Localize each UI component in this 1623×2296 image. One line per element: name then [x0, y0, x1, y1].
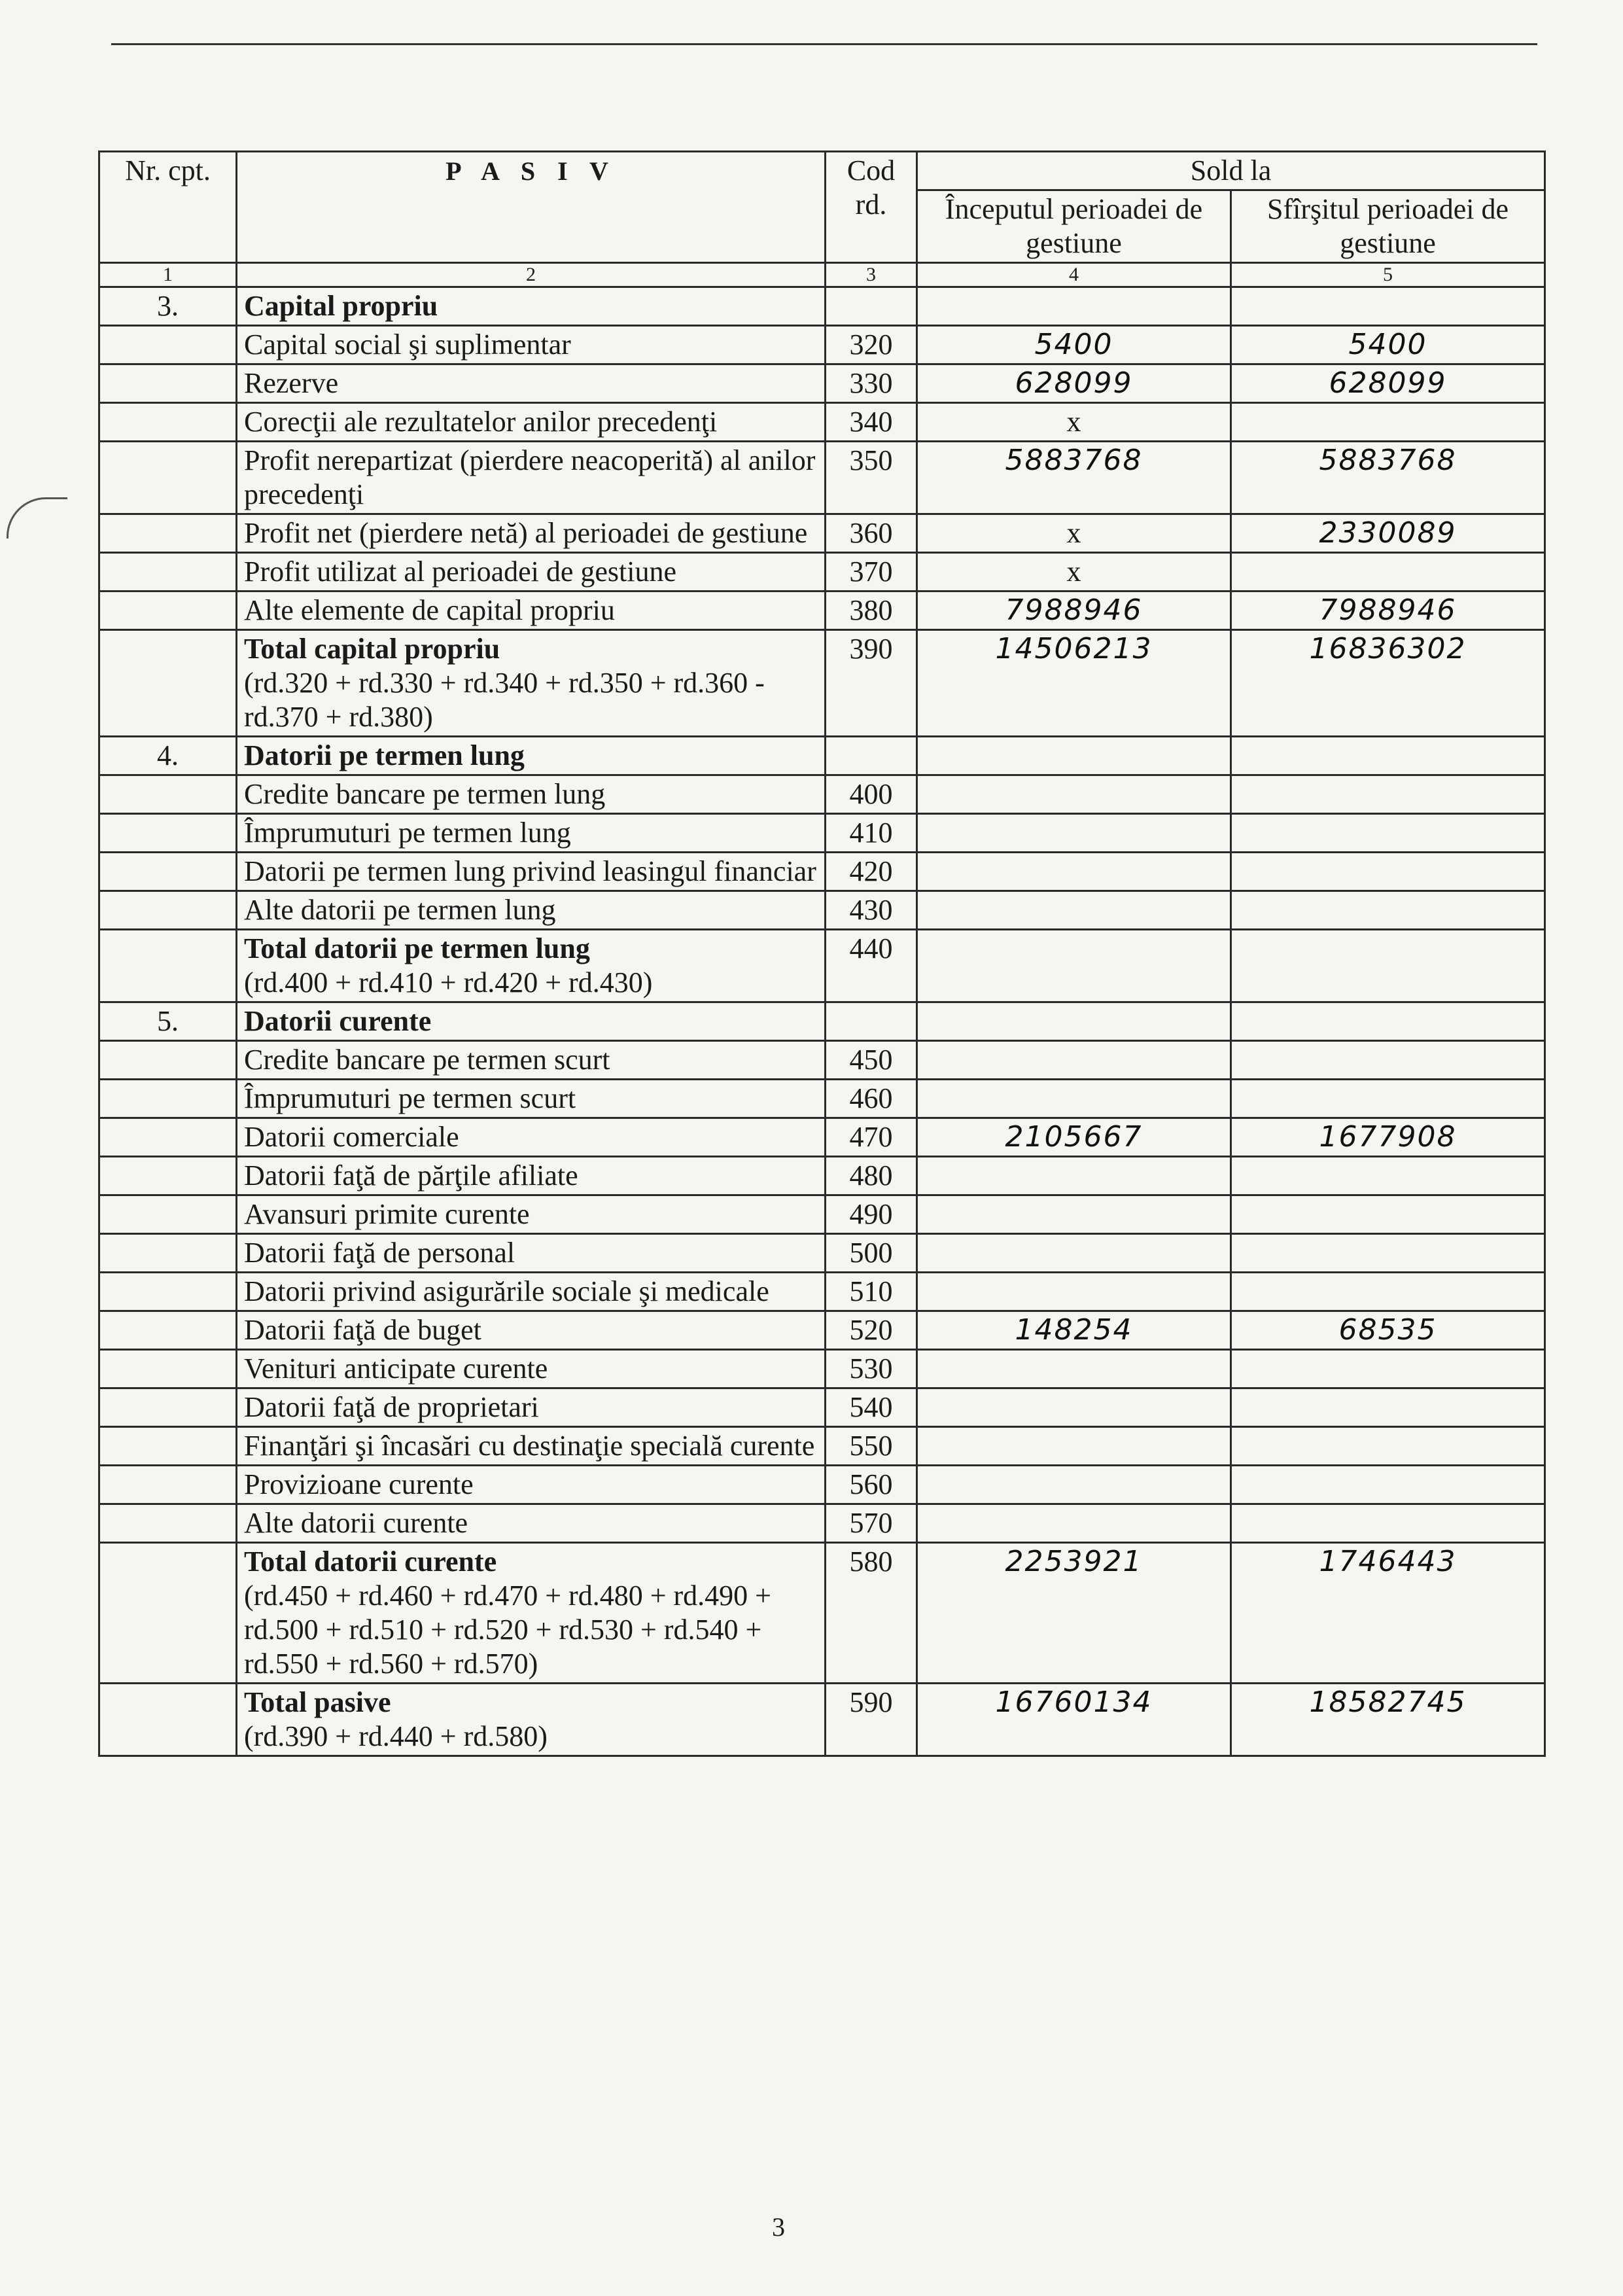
- row-label-cell: [237, 514, 826, 553]
- table-row: [99, 1234, 1545, 1273]
- value-start: 16760134: [917, 1684, 1231, 1756]
- row-label-cell: [237, 592, 826, 630]
- row-label: Total capital propriu: [244, 633, 500, 665]
- value-end: [1231, 1080, 1545, 1118]
- row-code: 320: [826, 326, 917, 364]
- value-start: [917, 814, 1231, 853]
- col-num-5: 5: [1231, 263, 1545, 287]
- row-code: 390: [826, 630, 917, 737]
- row-label: Capital social şi suplimentar: [244, 328, 571, 361]
- row-nr: 5.: [99, 1002, 237, 1041]
- row-label-cell: [237, 442, 826, 514]
- value-end: 1746443: [1231, 1543, 1545, 1684]
- value-start: [917, 1466, 1231, 1504]
- value-end: [1231, 775, 1545, 814]
- table-row: [99, 814, 1545, 853]
- row-label-cell: [237, 1041, 826, 1080]
- row-nr: [99, 1350, 237, 1388]
- table-row: [99, 853, 1545, 891]
- row-nr: [99, 1041, 237, 1080]
- value-end: [1231, 553, 1545, 592]
- row-nr: [99, 592, 237, 630]
- page-number: 3: [772, 2212, 785, 2242]
- value-end: [1231, 1427, 1545, 1466]
- row-code: 340: [826, 403, 917, 442]
- row-code: 570: [826, 1504, 917, 1543]
- row-code: 500: [826, 1234, 917, 1273]
- row-nr: [99, 553, 237, 592]
- row-label: Datorii faţă de părţile afiliate: [244, 1159, 578, 1192]
- row-label: Datorii pe termen lung: [244, 739, 525, 771]
- row-nr: [99, 514, 237, 553]
- value-end: 68535: [1231, 1311, 1545, 1350]
- row-formula: (rd.390 + rd.440 + rd.580): [244, 1720, 548, 1752]
- value-start: [917, 1504, 1231, 1543]
- value-start: 148254: [917, 1311, 1231, 1350]
- row-label-cell: [237, 630, 826, 737]
- row-nr: [99, 364, 237, 403]
- value-start: [917, 1273, 1231, 1311]
- row-nr: [99, 1118, 237, 1157]
- value-start: 5400: [917, 326, 1231, 364]
- value-end: [1231, 403, 1545, 442]
- total-row: [99, 1543, 1545, 1684]
- table-row: [99, 1427, 1545, 1466]
- value-end: [1231, 1388, 1545, 1427]
- row-code: 430: [826, 891, 917, 930]
- row-label: Credite bancare pe termen lung: [244, 778, 606, 810]
- row-nr: [99, 1080, 237, 1118]
- value-end: [1231, 1234, 1545, 1273]
- value-start: [917, 930, 1231, 1002]
- row-code: 350: [826, 442, 917, 514]
- table-row: [99, 775, 1545, 814]
- value-start: [917, 1195, 1231, 1234]
- row-nr: [99, 1427, 237, 1466]
- row-label-cell: [237, 1195, 826, 1234]
- row-label: Datorii pe termen lung privind leasingul financiar: [244, 855, 816, 887]
- table-row: [99, 1195, 1545, 1234]
- table-row: [99, 592, 1545, 630]
- row-code: 470: [826, 1118, 917, 1157]
- pasiv-sheet: [98, 150, 1544, 1757]
- table-row: [99, 1118, 1545, 1157]
- col-num-3: 3: [826, 263, 917, 287]
- value-end: 2330089: [1231, 514, 1545, 553]
- value-start: [917, 287, 1231, 326]
- col-num-1: 1: [99, 263, 237, 287]
- value-start: [917, 1388, 1231, 1427]
- row-label: Profit nerepartizat (pierdere neacoperită) al anilor precedenţi: [244, 444, 816, 510]
- table-row: [99, 891, 1545, 930]
- table-row: [99, 1466, 1545, 1504]
- row-nr: [99, 930, 237, 1002]
- value-end: [1231, 1195, 1545, 1234]
- pasiv-table: [98, 150, 1546, 1757]
- row-code: 330: [826, 364, 917, 403]
- value-start: [917, 775, 1231, 814]
- row-label-cell: [237, 1466, 826, 1504]
- row-label-cell: [237, 1427, 826, 1466]
- row-nr: [99, 1157, 237, 1195]
- col-num-2: 2: [237, 263, 826, 287]
- table-row: [99, 1388, 1545, 1427]
- row-code: 560: [826, 1466, 917, 1504]
- value-start: [917, 1041, 1231, 1080]
- table-row: [99, 1311, 1545, 1350]
- table-row: [99, 1041, 1545, 1080]
- row-code: 400: [826, 775, 917, 814]
- value-start: [917, 1157, 1231, 1195]
- value-end: 18582745: [1231, 1684, 1545, 1756]
- row-code: 480: [826, 1157, 917, 1195]
- value-end: 1677908: [1231, 1118, 1545, 1157]
- row-label-cell: [237, 814, 826, 853]
- value-end: 16836302: [1231, 630, 1545, 737]
- value-end: 628099: [1231, 364, 1545, 403]
- value-start: [917, 1002, 1231, 1041]
- row-nr: [99, 1311, 237, 1350]
- table-row: [99, 403, 1545, 442]
- row-formula: (rd.400 + rd.410 + rd.420 + rd.430): [244, 966, 653, 998]
- row-nr: 4.: [99, 737, 237, 775]
- table-row: [99, 553, 1545, 592]
- table-row: [99, 1273, 1545, 1311]
- value-end: [1231, 1350, 1545, 1388]
- header-pasiv-text: P A S I V: [445, 156, 616, 186]
- value-start: [917, 1427, 1231, 1466]
- row-label-cell: [237, 403, 826, 442]
- row-label-cell: [237, 364, 826, 403]
- row-label: Credite bancare pe termen scurt: [244, 1044, 610, 1076]
- value-start: [917, 891, 1231, 930]
- row-code: 580: [826, 1543, 917, 1684]
- row-label: Împrumuturi pe termen lung: [244, 817, 571, 849]
- header-sfirsit: Sfîrşitul perioadei de gestiune: [1231, 190, 1545, 263]
- row-label-cell: [237, 1157, 826, 1195]
- table-row: [99, 1080, 1545, 1118]
- value-start: [917, 853, 1231, 891]
- row-label: Total pasive: [244, 1686, 391, 1718]
- row-label-cell: [237, 326, 826, 364]
- row-label: Profit net (pierdere netă) al perioadei de gestiune: [244, 517, 808, 549]
- row-label-cell: [237, 1002, 826, 1041]
- row-code: 510: [826, 1273, 917, 1311]
- row-formula: (rd.320 + rd.330 + rd.340 + rd.350 + rd.360 - rd.370 + rd.380): [244, 667, 765, 733]
- row-code: 370: [826, 553, 917, 592]
- row-nr: [99, 891, 237, 930]
- row-code: 550: [826, 1427, 917, 1466]
- value-end: [1231, 1157, 1545, 1195]
- header-pasiv: [237, 152, 826, 263]
- row-formula: (rd.450 + rd.460 + rd.470 + rd.480 + rd.490 + rd.500 + rd.510 + rd.520 + rd.530 + rd.540 + rd.550 + rd.560 + rd.570): [244, 1580, 771, 1680]
- header-cod: Cod rd.: [826, 152, 917, 263]
- row-label: Alte datorii pe termen lung: [244, 894, 556, 926]
- row-label-cell: [237, 1388, 826, 1427]
- row-nr: 3.: [99, 287, 237, 326]
- col-num-4: 4: [917, 263, 1231, 287]
- row-code: 460: [826, 1080, 917, 1118]
- value-start: [917, 1350, 1231, 1388]
- row-label-cell: [237, 1234, 826, 1273]
- row-label: Datorii faţă de buget: [244, 1314, 481, 1346]
- row-nr: [99, 1504, 237, 1543]
- value-start: [917, 1234, 1231, 1273]
- row-label-cell: [237, 1350, 826, 1388]
- table-row: [99, 326, 1545, 364]
- row-label-cell: [237, 1684, 826, 1756]
- value-end: [1231, 891, 1545, 930]
- row-label: Alte datorii curente: [244, 1507, 468, 1539]
- row-label: Venituri anticipate curente: [244, 1352, 548, 1385]
- value-start: x: [917, 514, 1231, 553]
- value-end: 7988946: [1231, 592, 1545, 630]
- value-end: [1231, 814, 1545, 853]
- row-code: 590: [826, 1684, 917, 1756]
- row-label-cell: [237, 853, 826, 891]
- row-label-cell: [237, 1118, 826, 1157]
- row-label-cell: [237, 1504, 826, 1543]
- table-row: [99, 514, 1545, 553]
- section-row: [99, 737, 1545, 775]
- row-nr: [99, 853, 237, 891]
- value-start: x: [917, 403, 1231, 442]
- table-row: [99, 364, 1545, 403]
- value-end: [1231, 1504, 1545, 1543]
- pasiv-body: [99, 287, 1545, 1756]
- value-end: [1231, 930, 1545, 1002]
- table-row: [99, 1350, 1545, 1388]
- section-row: [99, 1002, 1545, 1041]
- value-end: [1231, 1466, 1545, 1504]
- row-label: Avansuri primite curente: [244, 1198, 530, 1230]
- value-end: 5883768: [1231, 442, 1545, 514]
- row-label: Profit utilizat al perioadei de gestiune: [244, 556, 677, 588]
- value-start: [917, 1080, 1231, 1118]
- row-label-cell: [237, 930, 826, 1002]
- section-row: [99, 287, 1545, 326]
- row-nr: [99, 1195, 237, 1234]
- row-label-cell: [237, 1543, 826, 1684]
- row-code: 530: [826, 1350, 917, 1388]
- row-code: 420: [826, 853, 917, 891]
- value-end: [1231, 1273, 1545, 1311]
- row-label: Capital propriu: [244, 290, 438, 322]
- row-label: Finanţări şi încasări cu destinaţie specială curente: [244, 1430, 815, 1462]
- row-nr: [99, 1466, 237, 1504]
- row-code: 380: [826, 592, 917, 630]
- value-start: 5883768: [917, 442, 1231, 514]
- value-end: [1231, 737, 1545, 775]
- row-label: Total datorii pe termen lung: [244, 932, 590, 964]
- row-code: [826, 287, 917, 326]
- value-start: 628099: [917, 364, 1231, 403]
- row-code: 450: [826, 1041, 917, 1080]
- total-row: [99, 630, 1545, 737]
- table-row: [99, 1504, 1545, 1543]
- row-label-cell: [237, 1273, 826, 1311]
- row-nr: [99, 814, 237, 853]
- row-nr: [99, 442, 237, 514]
- row-code: [826, 1002, 917, 1041]
- row-label-cell: [237, 287, 826, 326]
- value-end: [1231, 1041, 1545, 1080]
- row-code: 410: [826, 814, 917, 853]
- row-label-cell: [237, 553, 826, 592]
- row-nr: [99, 1388, 237, 1427]
- value-start: 7988946: [917, 592, 1231, 630]
- row-label-cell: [237, 775, 826, 814]
- value-end: [1231, 287, 1545, 326]
- table-row: [99, 442, 1545, 514]
- value-start: [917, 737, 1231, 775]
- row-code: [826, 737, 917, 775]
- row-code: 440: [826, 930, 917, 1002]
- row-code: 490: [826, 1195, 917, 1234]
- row-code: 360: [826, 514, 917, 553]
- row-nr: [99, 403, 237, 442]
- row-label: Rezerve: [244, 367, 339, 399]
- row-label: Total datorii curente: [244, 1545, 497, 1578]
- table-row: [99, 1157, 1545, 1195]
- value-end: 5400: [1231, 326, 1545, 364]
- row-nr: [99, 1543, 237, 1684]
- row-label: Datorii privind asigurările sociale şi medicale: [244, 1275, 769, 1307]
- row-label: Datorii faţă de personal: [244, 1237, 515, 1269]
- row-label-cell: [237, 737, 826, 775]
- row-nr: [99, 1273, 237, 1311]
- value-end: [1231, 853, 1545, 891]
- row-nr: [99, 775, 237, 814]
- row-label: Împrumuturi pe termen scurt: [244, 1082, 576, 1114]
- header-row-1: [99, 152, 1545, 190]
- row-nr: [99, 630, 237, 737]
- row-label-cell: [237, 1311, 826, 1350]
- row-label: Datorii comerciale: [244, 1121, 459, 1153]
- row-label: Corecţii ale rezultatelor anilor precedenţi: [244, 406, 718, 438]
- total-row: [99, 930, 1545, 1002]
- row-label: Alte elemente de capital propriu: [244, 594, 615, 626]
- row-nr: [99, 1234, 237, 1273]
- value-start: 2105667: [917, 1118, 1231, 1157]
- row-label: Datorii faţă de proprietari: [244, 1391, 539, 1423]
- header-nr: Nr. cpt.: [99, 152, 237, 263]
- value-start: x: [917, 553, 1231, 592]
- row-code: 520: [826, 1311, 917, 1350]
- row-label: Datorii curente: [244, 1005, 432, 1037]
- row-label-cell: [237, 891, 826, 930]
- row-label-cell: [237, 1080, 826, 1118]
- value-start: 2253921: [917, 1543, 1231, 1684]
- column-number-row: [99, 263, 1545, 287]
- value-start: 14506213: [917, 630, 1231, 737]
- header-inceput: Începutul perioadei de gestiune: [917, 190, 1231, 263]
- margin-pen-mark: [7, 497, 67, 539]
- row-nr: [99, 1684, 237, 1756]
- header-sold: Sold la: [917, 152, 1545, 190]
- total-row: [99, 1684, 1545, 1756]
- value-end: [1231, 1002, 1545, 1041]
- row-nr: [99, 326, 237, 364]
- row-label: Provizioane curente: [244, 1468, 474, 1500]
- top-rule: [111, 43, 1537, 45]
- row-code: 540: [826, 1388, 917, 1427]
